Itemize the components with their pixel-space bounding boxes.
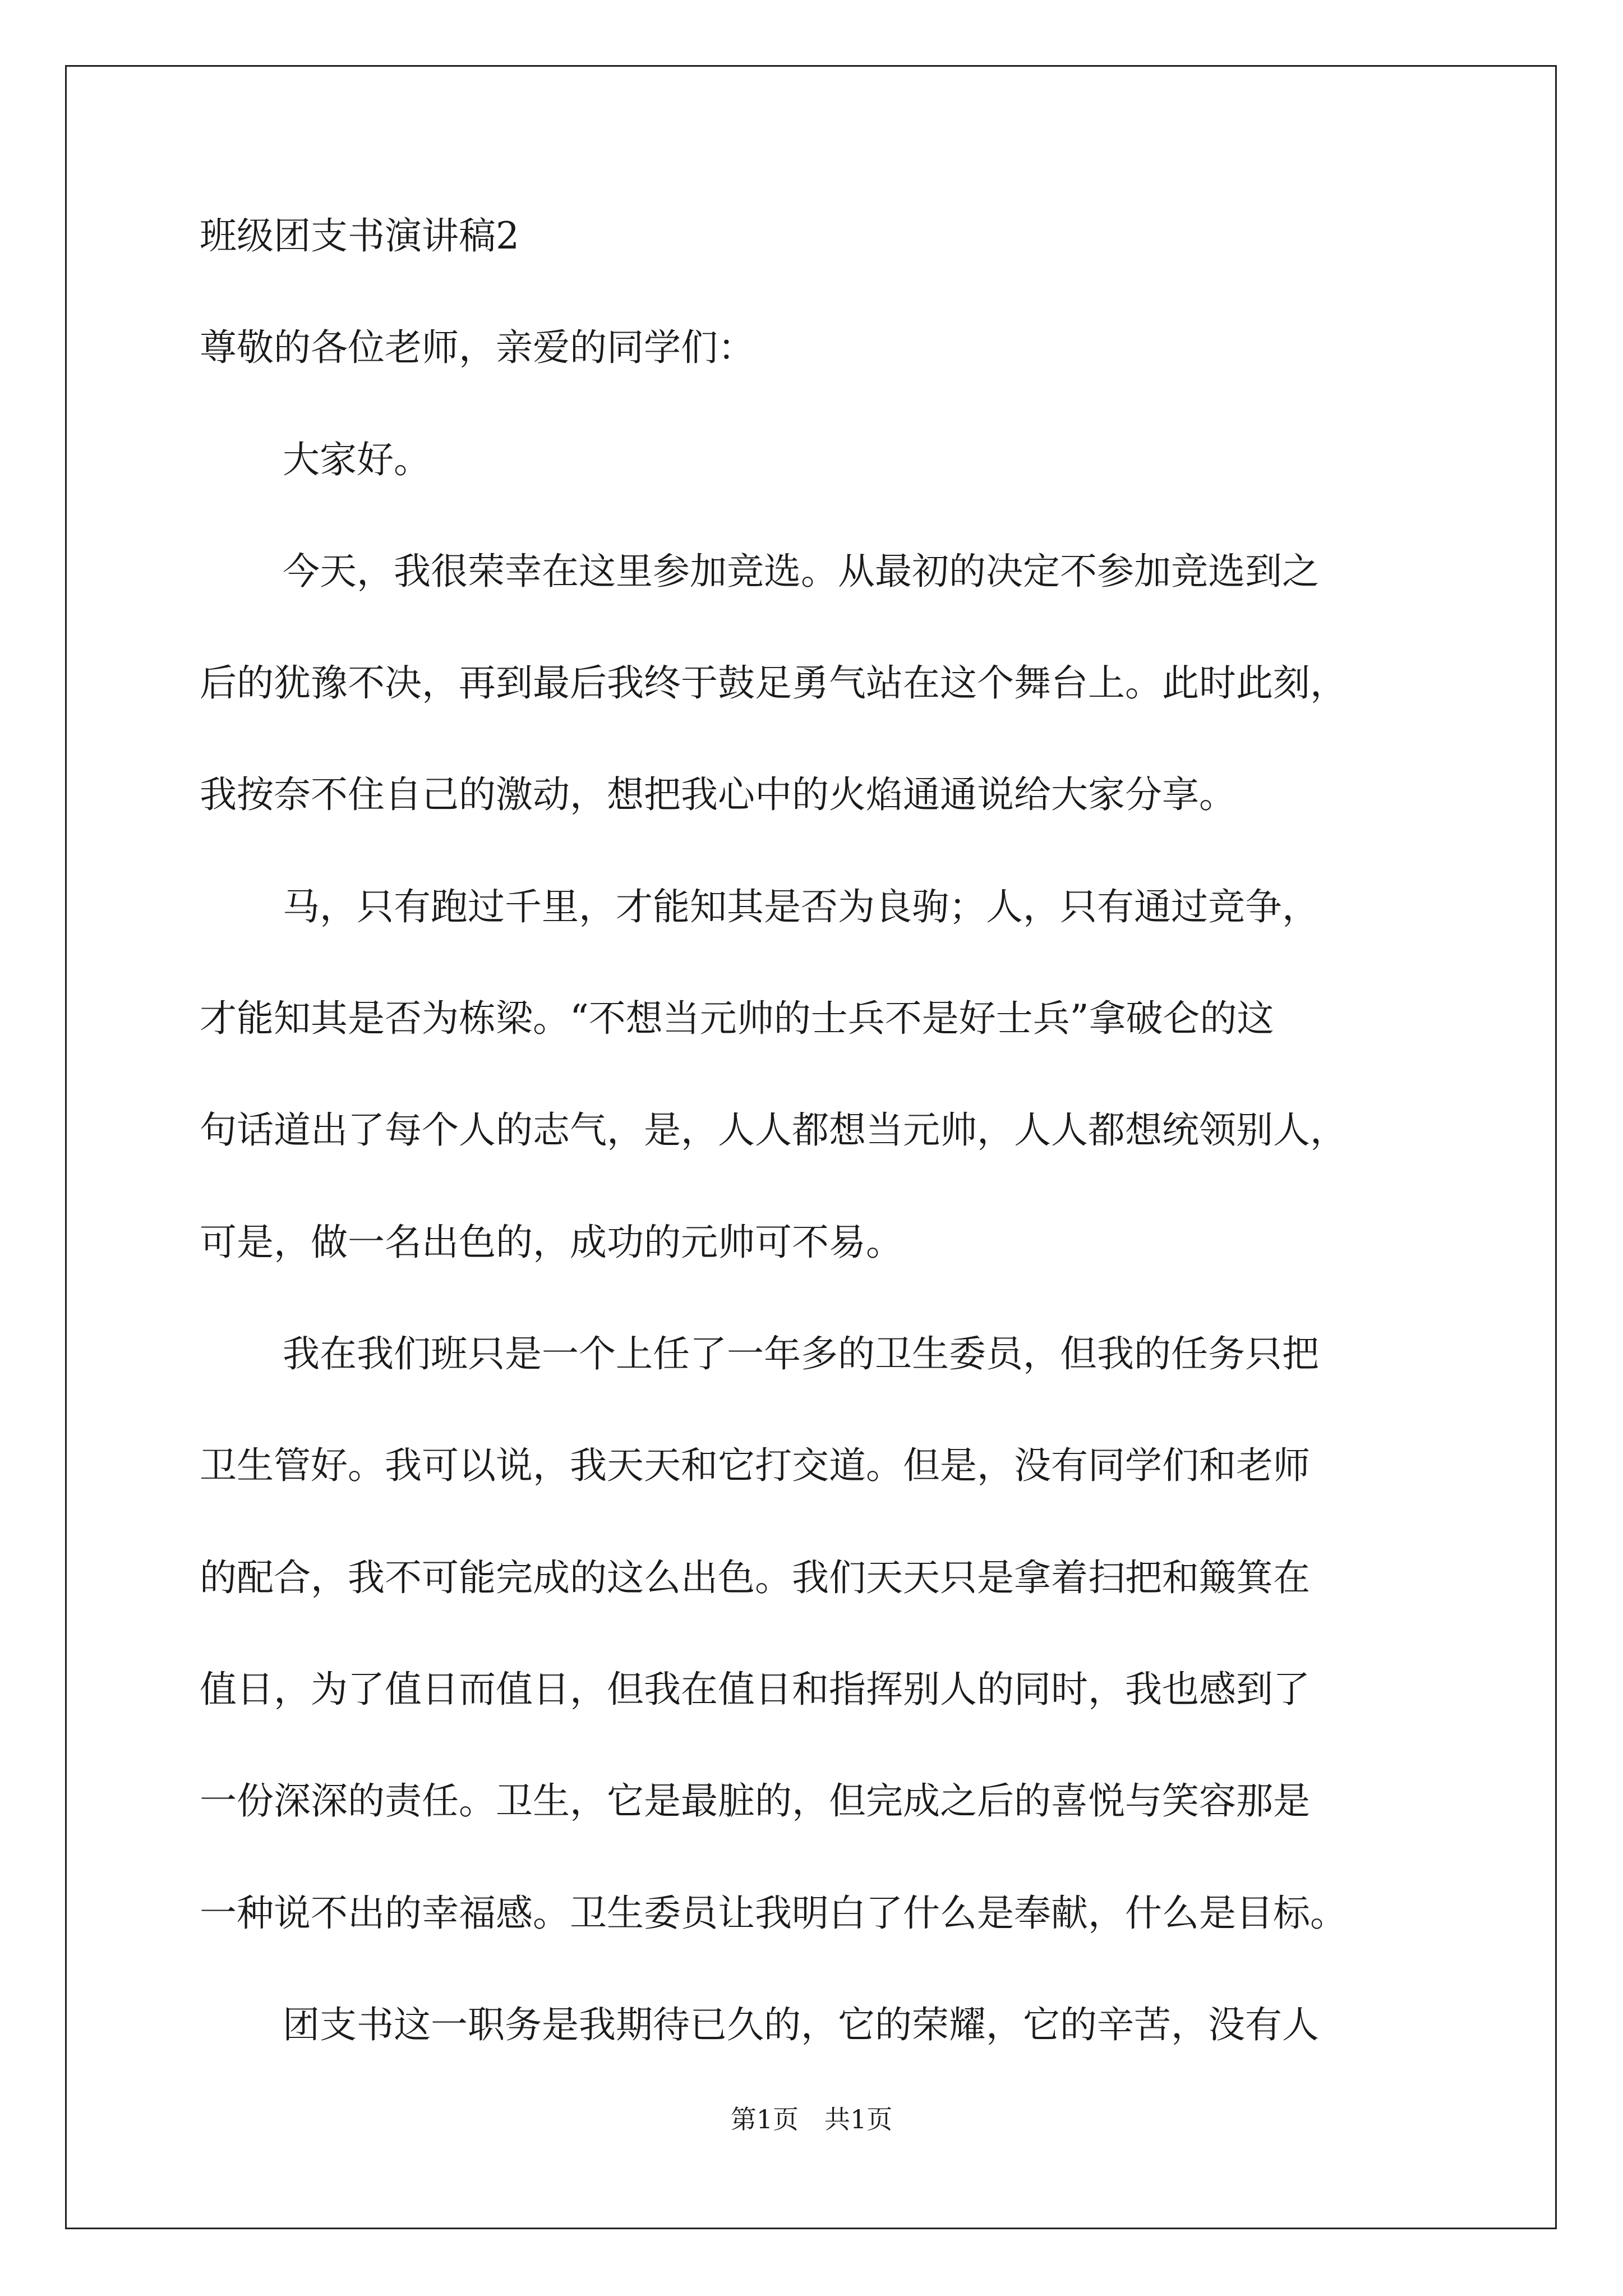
text-line: 值日，为了值日而值日，但我在值日和指挥别人的同时，我也感到了 [200,1668,1310,1711]
text-line: 一种说不出的幸福感。卫生委员让我明白了什么是奉献，什么是目标。 [200,1892,1347,1935]
text-line: 马，只有跑过千里，才能知其是否为良驹；人，只有通过竞争， [283,885,1319,928]
text-line: 句话道出了每个人的志气，是，人人都想当元帅，人人都想统领别人， [200,1108,1347,1152]
text-line: 团支书这一职务是我期待已久的，它的荣耀，它的辛苦，没有人 [283,2003,1319,2046]
salutation: 尊敬的各位老师，亲爱的同学们： [200,326,755,369]
page-footer: 第1页 共1页 [730,2104,893,2134]
text-line: 可是，做一名出色的，成功的元帅可不易。 [200,1221,903,1264]
text-line: 我按奈不住自己的激动，想把我心中的火焰通通说给大家分享。 [200,773,1236,816]
document-title: 班级团支书演讲稿2 [200,214,519,257]
text-line: 的配合，我不可能完成的这么出色。我们天天只是拿着扫把和簸箕在 [200,1556,1310,1599]
text-line: 后的犹豫不决，再到最后我终于鼓足勇气站在这个舞台上。此时此刻， [200,661,1347,705]
text-line: 一份深深的责任。卫生，它是最脏的，但完成之后的喜悦与笑容那是 [200,1779,1310,1823]
text-line: 卫生管好。我可以说，我天天和它打交道。但是，没有同学们和老师 [200,1444,1310,1487]
text-line: 我在我们班只是一个上任了一年多的卫生委员，但我的任务只把 [283,1332,1319,1375]
text-line: 才能知其是否为栋梁。“不想当元帅的士兵不是好士兵”拿破仑的这 [200,997,1274,1040]
text-line: 今天，我很荣幸在这里参加竞选。从最初的决定不参加竞选到之 [283,550,1319,593]
text-line: 大家好。 [283,438,431,481]
